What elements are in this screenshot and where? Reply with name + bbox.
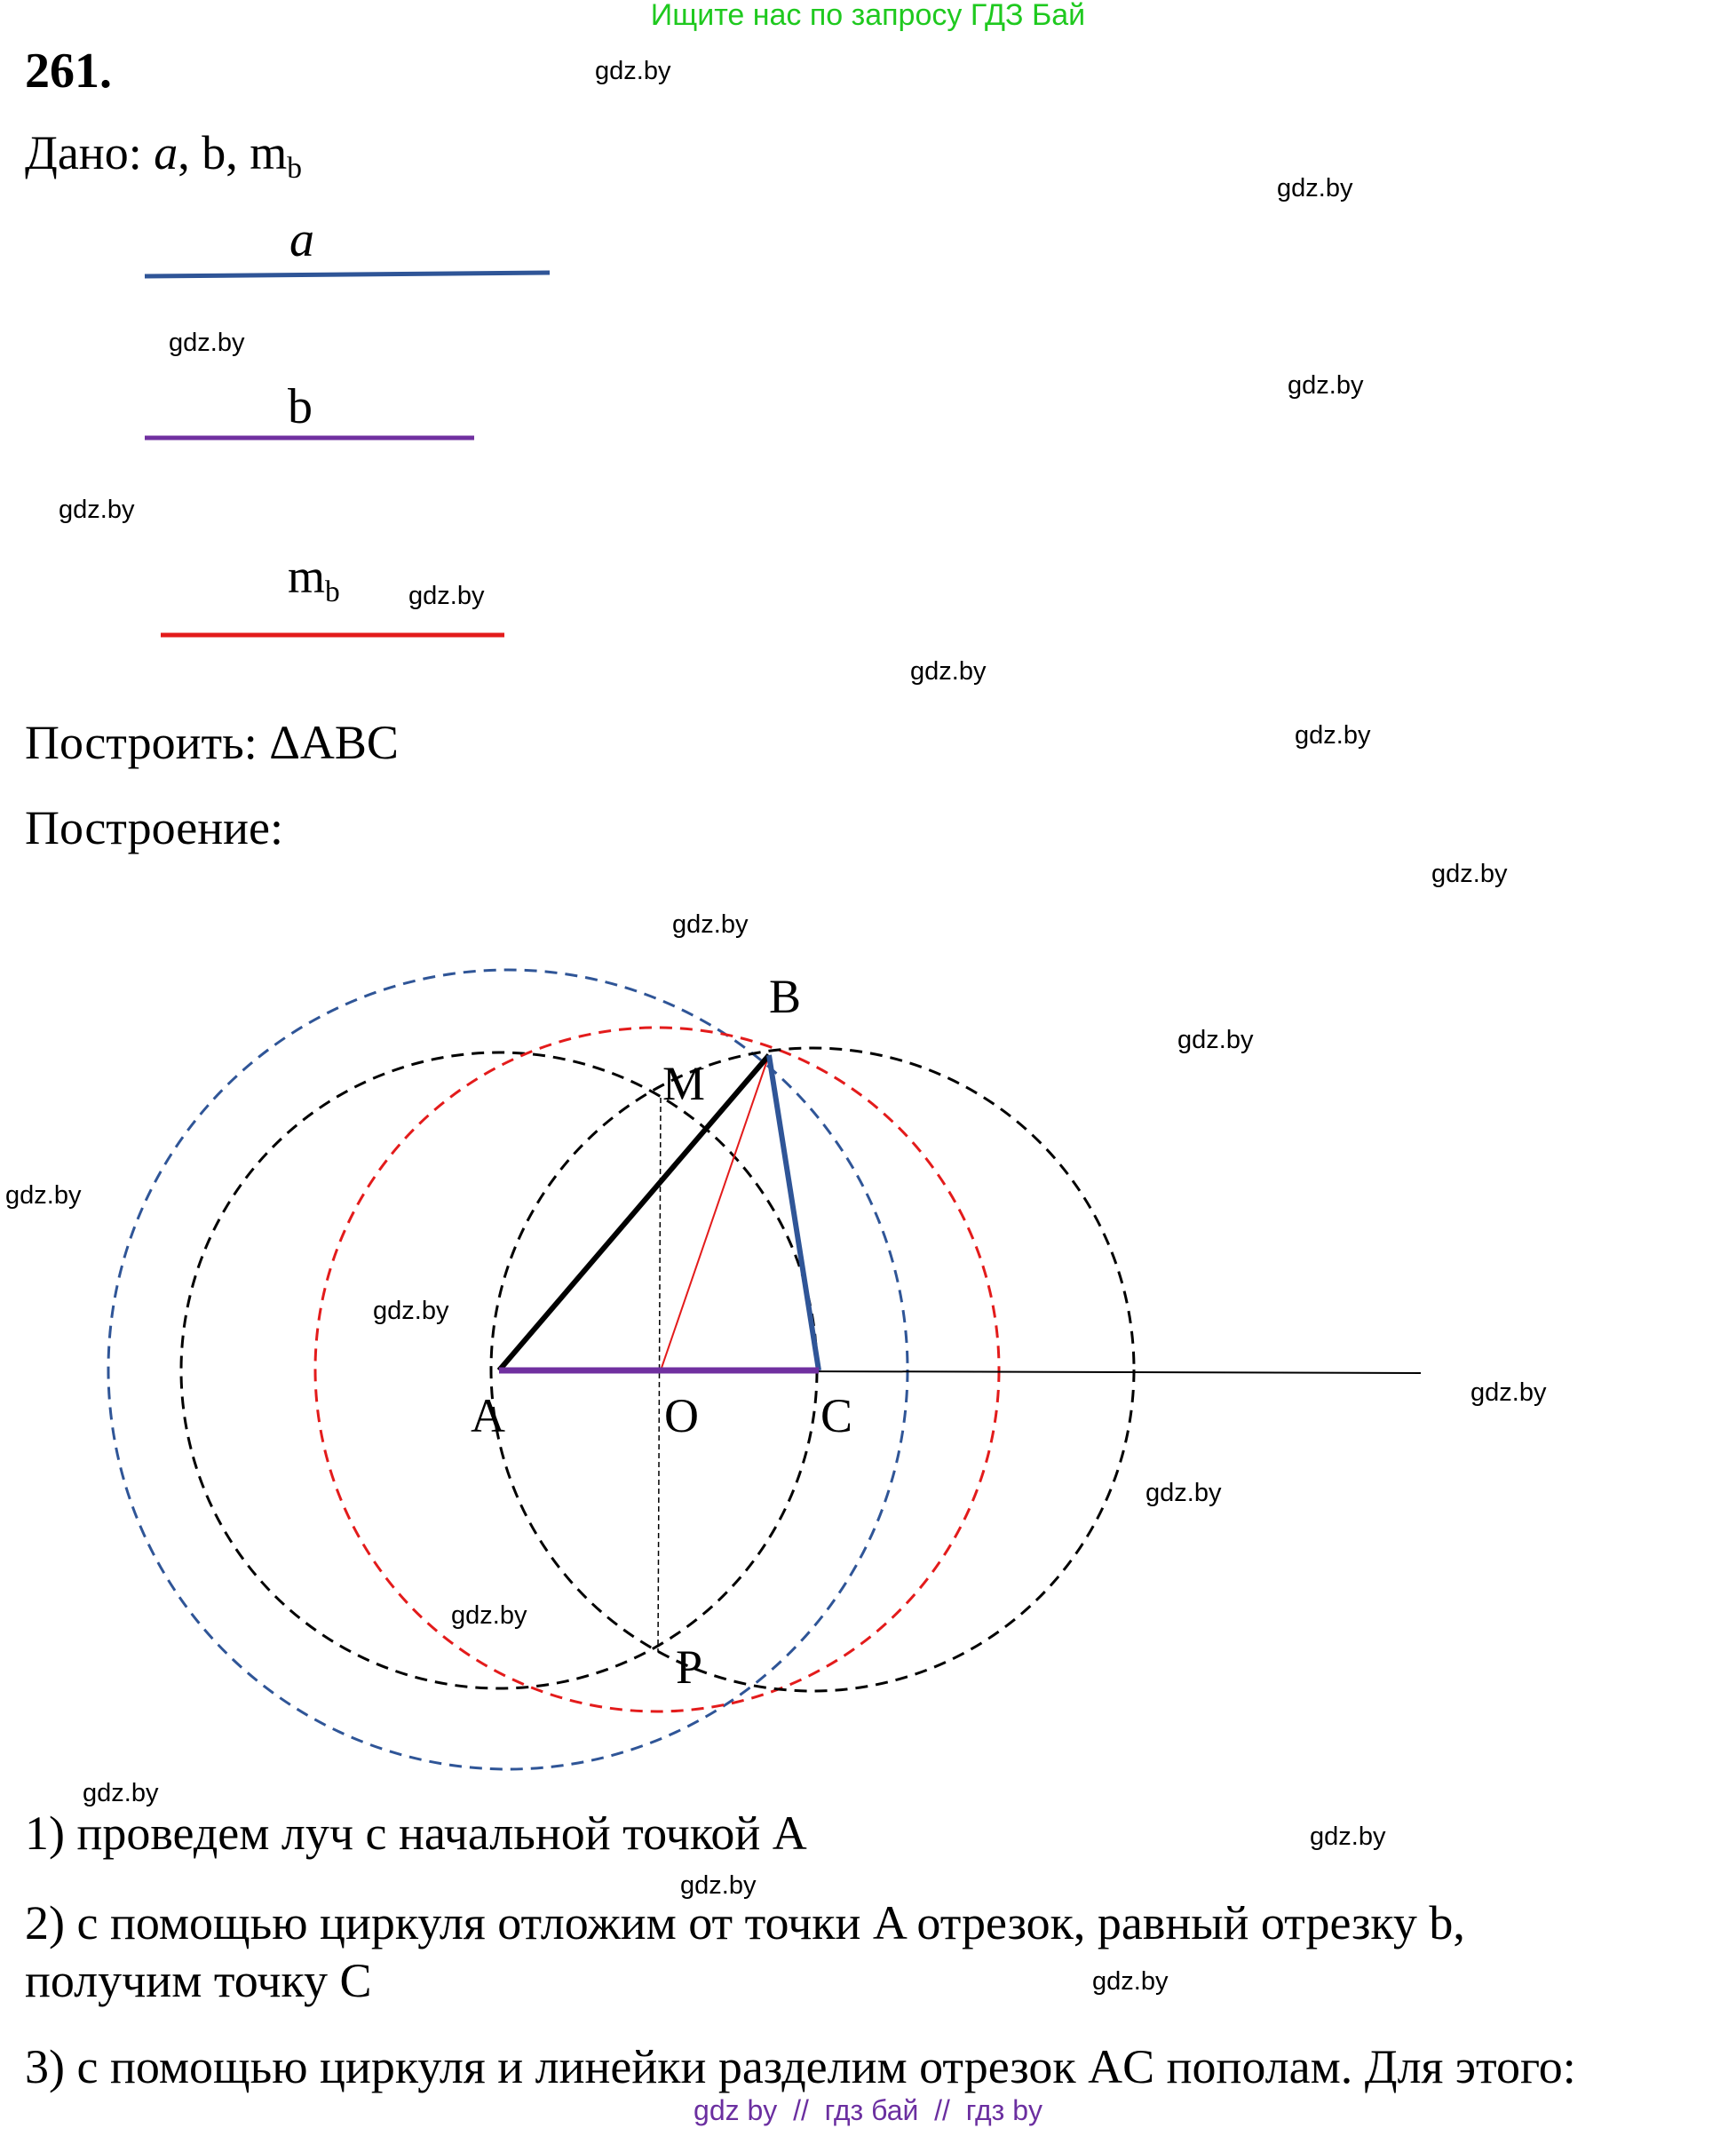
header-banner: Ищите нас по запросу ГДЗ Бай — [650, 0, 1086, 32]
segment-a-label: a — [289, 212, 314, 267]
step-2-line-1: 2) с помощью циркуля отложим от точки A отрезок, равный отрезку b, — [25, 1896, 1465, 1949]
build-label: Построить: ΔABC — [25, 716, 399, 769]
watermark: gdz.by — [5, 1181, 82, 1210]
segment-m-letter: m — [288, 550, 326, 603]
given-m: m — [250, 126, 288, 179]
given-label: Дано: — [25, 126, 142, 179]
watermark: gdz.by — [1288, 371, 1364, 400]
watermark: gdz.by — [1295, 721, 1371, 750]
watermark: gdz.by — [373, 1297, 449, 1325]
watermark: gdz.by — [169, 329, 245, 357]
point-P-label: P — [676, 1640, 703, 1694]
watermark: gdz.by — [1431, 860, 1508, 888]
watermark: gdz.by — [672, 910, 749, 939]
watermark: gdz.by — [83, 1779, 159, 1807]
given-sep-1: , — [178, 126, 202, 179]
point-M-label: M — [662, 1057, 706, 1110]
watermark: gdz.by — [1177, 1026, 1254, 1054]
watermark: gdz.by — [1310, 1822, 1386, 1851]
problem-number: 261. — [25, 44, 112, 99]
given-m-sub: b — [287, 152, 302, 186]
watermark: gdz.by — [1145, 1479, 1222, 1507]
step-1: 1) проведем луч с начальной точкой A — [25, 1806, 807, 1860]
watermark: gdz.by — [910, 657, 987, 686]
watermark: gdz.by — [1092, 1967, 1169, 1996]
point-O-label: O — [664, 1389, 699, 1442]
point-B-label: B — [769, 970, 802, 1023]
watermark: gdz.by — [595, 57, 671, 85]
segment-b-label: b — [288, 379, 313, 434]
watermark: gdz.by — [1470, 1378, 1547, 1407]
step-2-line-2: получим точку C — [25, 1954, 372, 2007]
point-A-label: A — [471, 1389, 505, 1442]
footer-watermark: gdz by // гдз бай // гдз by — [694, 2094, 1042, 2126]
watermark: gdz.by — [1277, 174, 1353, 202]
side-AB — [499, 1055, 769, 1370]
point-C-label: C — [820, 1389, 853, 1442]
segment-m-sub: b — [325, 576, 340, 609]
construction-label: Построение: — [25, 801, 283, 854]
watermark: gdz.by — [680, 1871, 757, 1900]
step-3: 3) с помощью циркуля и линейки разделим отрезок AC пополам. Для этого: — [25, 2040, 1576, 2093]
given-sep-2: , — [226, 126, 250, 179]
side-BC — [769, 1055, 819, 1370]
watermark: gdz.by — [59, 496, 135, 524]
given-b: b — [202, 126, 226, 179]
given-a: a — [154, 126, 178, 179]
watermark: gdz.by — [451, 1601, 527, 1630]
watermark: gdz.by — [408, 582, 485, 610]
